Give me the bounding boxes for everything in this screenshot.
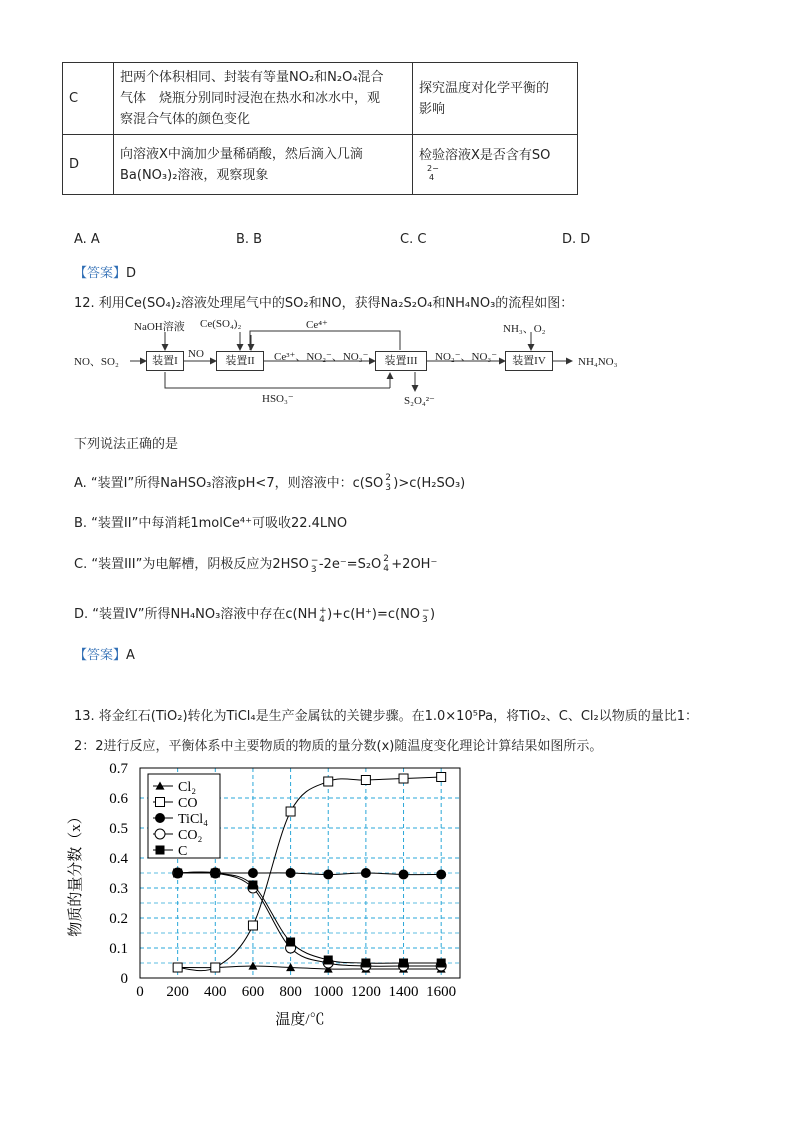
row-label: D xyxy=(63,135,114,195)
x-tick-label: 200 xyxy=(166,984,189,1000)
option-text: +2OH⁻ xyxy=(391,557,438,572)
table-row xyxy=(63,63,578,135)
y-tick-label: 0.6 xyxy=(109,791,128,807)
data-point xyxy=(399,774,408,783)
purpose-cell xyxy=(413,135,578,195)
answer-tag: 【答案】 xyxy=(74,648,127,663)
flow-box-2: 装置II xyxy=(216,351,264,371)
y-tick-label: 0.2 xyxy=(109,911,128,927)
data-point xyxy=(211,963,220,972)
superscript: 2 xyxy=(385,473,392,483)
data-point xyxy=(437,773,446,782)
answer-line xyxy=(74,262,136,281)
data-point xyxy=(248,881,257,890)
data-point xyxy=(173,963,182,972)
superscript: + xyxy=(319,606,327,616)
data-point xyxy=(248,868,258,878)
option-text: D. “装置IV”所得NH₄NO₃溶液中存在c(NH xyxy=(74,607,318,622)
data-point xyxy=(155,829,165,839)
option-text: )+c(H⁺)=c(NO xyxy=(327,607,421,622)
flow-mid23: Ce³⁺、NO₂⁻、NO₃⁻ xyxy=(274,351,369,363)
data-point xyxy=(437,959,446,968)
q12-question: 下列说法正确的是 xyxy=(74,437,179,452)
option-text: ) xyxy=(430,607,436,622)
q12-option-b: B. “装置II”中每消耗1molCe⁴⁺可吸收22.4LNO xyxy=(74,516,348,531)
procedure-line: 察混合气体的颜色变化 xyxy=(120,112,251,127)
data-point xyxy=(323,870,333,880)
flow-hso3: HSO₃⁻ xyxy=(262,393,294,405)
flow-box-3: 装置III xyxy=(375,351,427,371)
option-d: D. D xyxy=(562,232,591,247)
subscript: 4 xyxy=(319,615,325,625)
option-a: A. A xyxy=(74,232,100,247)
option-c: C. C xyxy=(400,232,427,247)
flow-ce4: Ce⁴⁺ xyxy=(306,319,328,331)
purpose-line: 影响 xyxy=(419,101,446,117)
data-point xyxy=(399,959,408,968)
y-tick-label: 0.1 xyxy=(109,941,128,957)
x-tick-label: 1200 xyxy=(350,984,381,1000)
flow-naoh: NaOH溶液 xyxy=(134,321,185,333)
data-point xyxy=(361,959,370,968)
option-text: C. “装置III”为电解槽，阴极反应为2HSO xyxy=(74,557,309,572)
procedure-cell xyxy=(114,63,413,135)
data-point xyxy=(156,798,165,807)
data-point xyxy=(286,868,296,878)
x-tick-label: 1000 xyxy=(313,984,344,1000)
flow-s2o4: S₂O₄²⁻ xyxy=(404,395,435,407)
data-point xyxy=(324,956,333,965)
x-tick-label: 1600 xyxy=(426,984,457,1000)
data-point xyxy=(399,870,409,880)
flow-input: NO、SO₂ xyxy=(74,356,119,368)
option-text: -2e⁻=S₂O xyxy=(318,557,382,572)
purpose-cell xyxy=(413,63,578,135)
procedure-line: 气体 烧瓶分别同时浸泡在热水和冰水中，观 xyxy=(120,91,381,106)
q12-option-d xyxy=(74,603,436,625)
y-axis-label: 物质的量分数（x） xyxy=(68,809,84,937)
option-text: )>c(H₂SO₃) xyxy=(393,476,466,491)
superscript: − xyxy=(422,606,430,616)
data-point xyxy=(156,846,165,855)
q12-option-c xyxy=(74,553,438,575)
x-tick-label: 0 xyxy=(136,984,144,1000)
q13-line-1: 13. 将金红石(TiO₂)转化为TiCl₄是生产金属钛的关键步骤。在1.0×10⁵Pa，将TiO₂、C、Cl₂以物质的量比1： xyxy=(74,709,698,724)
flow-ceso4: Ce(SO₄)₂ xyxy=(200,318,242,330)
data-point xyxy=(361,776,370,785)
procedure-line: 把两个体积相同、封装有等量NO₂和N₂O₄混合 xyxy=(120,70,384,85)
row-label: C xyxy=(63,63,114,135)
q12-stem: 12. 利用Ce(SO₄)₂溶液处理尾气中的SO₂和NO，获得Na₂S₂O₄和NH₄NO₃的流程如图： xyxy=(74,296,574,311)
y-tick-label: 0.4 xyxy=(109,851,128,867)
subscript: 3 xyxy=(385,483,392,493)
flow-box-1: 装置I xyxy=(146,351,184,371)
series-line xyxy=(178,872,442,966)
x-axis-label: 温度/℃ xyxy=(275,1012,325,1028)
y-tick-label: 0.5 xyxy=(109,821,128,837)
legend-label: CO xyxy=(178,796,198,811)
legend-label: C xyxy=(178,844,188,859)
flow-output: NH₄NO₃ xyxy=(578,356,618,368)
y-tick-label: 0 xyxy=(120,971,128,987)
x-tick-label: 800 xyxy=(279,984,302,1000)
data-point xyxy=(286,807,295,816)
superscript: 2 xyxy=(383,554,390,564)
data-point xyxy=(155,813,165,823)
q13-line-2: 2：2进行反应，平衡体系中主要物质的物质的量分数(x)随温度变化理论计算结果如图所示。 xyxy=(74,739,603,754)
answer-line xyxy=(74,644,135,663)
ion-subscript: 4 xyxy=(429,172,435,182)
subscript: 4 xyxy=(383,564,390,574)
q12-option-a xyxy=(74,472,465,491)
experiment-table xyxy=(62,62,578,195)
data-point xyxy=(436,870,446,880)
option-text: A. “装置I”所得NaHSO₃溶液pH<7，则溶液中：c(SO xyxy=(74,476,384,491)
procedure-line: 向溶液X中滴加少量稀硝酸，然后滴入几滴 xyxy=(120,146,363,162)
subscript: 3 xyxy=(310,565,317,575)
x-tick-label: 400 xyxy=(204,984,227,1000)
data-point xyxy=(324,777,333,786)
x-tick-label: 600 xyxy=(241,984,265,1000)
y-tick-label: 0.7 xyxy=(109,761,128,777)
subscript: 3 xyxy=(422,615,428,625)
answer-value: A xyxy=(126,648,135,663)
mole-fraction-chart xyxy=(60,758,500,1030)
legend-label: TiCl₄ xyxy=(178,812,209,827)
procedure-line: Ba(NO₃)₂溶液，观察现象 xyxy=(120,167,269,183)
purpose-line: 探究温度对化学平衡的 xyxy=(419,80,550,96)
data-point xyxy=(173,869,182,878)
data-point xyxy=(286,938,295,947)
answer-value: D xyxy=(126,266,137,281)
data-point xyxy=(211,869,220,878)
flow-mid34: NO₂⁻、NO₃⁻ xyxy=(435,351,498,363)
purpose-line: 检验溶液X是否含有SO xyxy=(419,147,551,163)
legend-label: Cl₂ xyxy=(178,780,197,795)
legend-label: CO₂ xyxy=(178,828,203,843)
flow-box-4: 装置IV xyxy=(505,351,553,371)
option-b: B. B xyxy=(236,232,263,247)
data-point xyxy=(361,868,371,878)
procedure-cell xyxy=(114,135,413,195)
superscript: − xyxy=(310,556,319,566)
x-tick-label: 1400 xyxy=(388,984,419,1000)
flow-nh3o2: NH₃、O₂ xyxy=(503,323,546,335)
answer-tag: 【答案】 xyxy=(74,266,127,281)
y-tick-label: 0.3 xyxy=(109,881,128,897)
ion-charge: 2− xyxy=(427,163,439,173)
flow-no: NO xyxy=(188,348,204,360)
data-point xyxy=(248,921,257,930)
table-row xyxy=(63,135,578,195)
